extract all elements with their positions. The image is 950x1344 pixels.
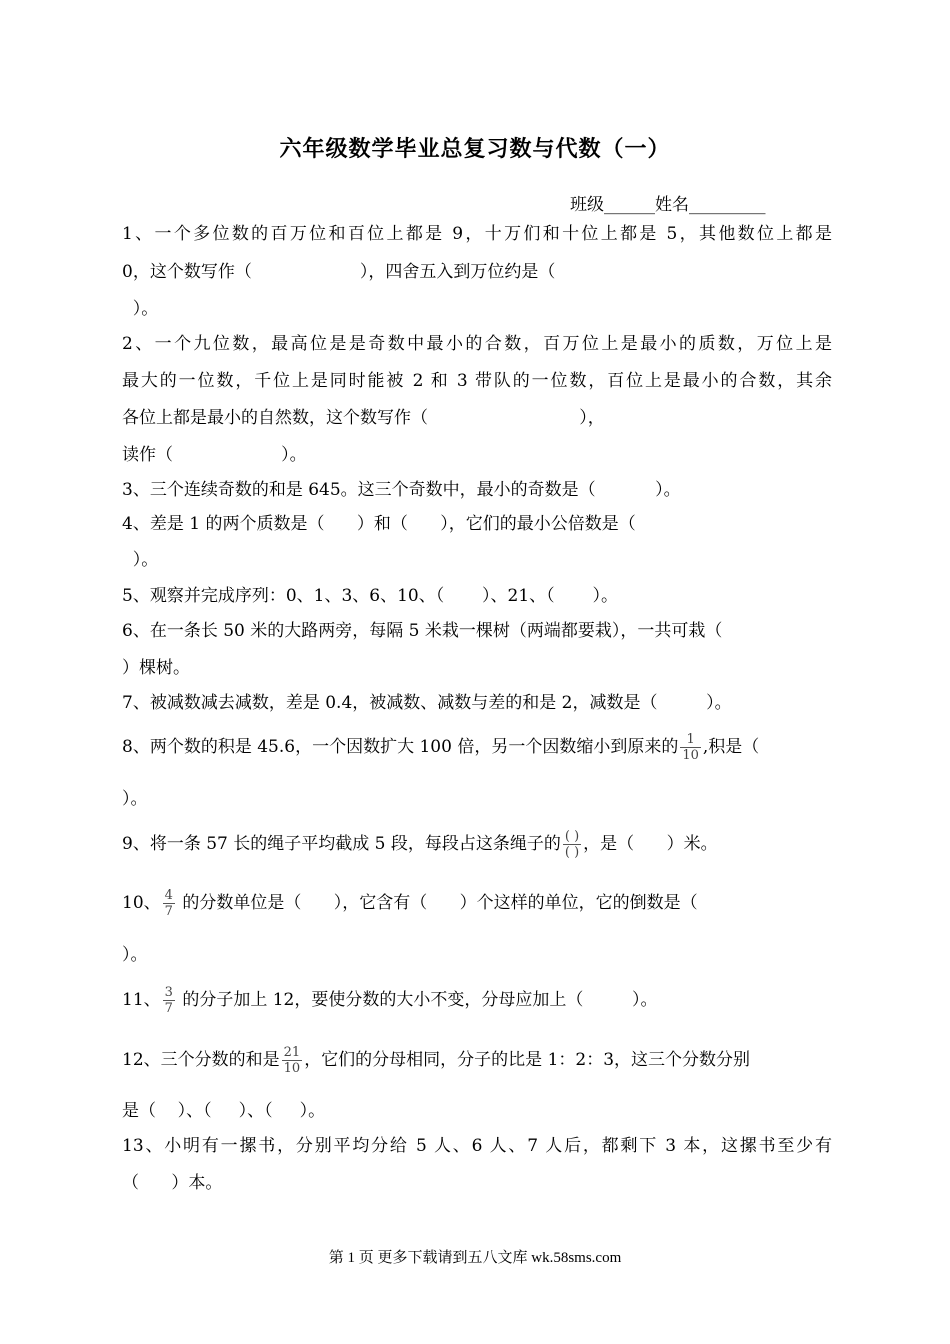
fraction-three-sevenths (163, 985, 175, 1016)
question-10-number: 10、 (122, 893, 161, 913)
fraction-denominator: ( ) (564, 845, 580, 860)
question-8-text-end: ,积是（ (702, 737, 760, 757)
question-11 (122, 980, 832, 1020)
fraction-twenty-one-tenths (282, 1045, 303, 1076)
question-2-line-4: 读作（ ）。 (122, 445, 307, 465)
fraction-denominator: 10 (682, 748, 699, 763)
question-12-text: 12、三个分数的和是 (122, 1050, 280, 1070)
question-12-line-2: 是（ ）、（ ）、（ ）。 (122, 1101, 326, 1121)
question-6-line-2: ）棵树。 (122, 658, 190, 678)
page-title: 六年级数学毕业总复习数与代数（一） (279, 137, 671, 162)
question-3: 3、三个连续奇数的和是 645。这三个奇数中，最小的奇数是（ ）。 (122, 480, 681, 500)
question-10-text: 的分数单位是（ ），它含有（ ）个这样的单位，它的倒数是（ (176, 893, 698, 913)
question-13-line-2: （ ）本。 (122, 1173, 223, 1193)
fraction-numerator: ( ) (564, 829, 580, 844)
question-1-line-3: ）。 (122, 299, 159, 319)
question-1-line-1: 1、一个多位数的百万位和百位上都是 9，十万们和十位上都是 5，其他数位上都是 (122, 224, 832, 244)
class-name-line: 班级______姓名_________ (570, 195, 766, 215)
question-2-line-2: 最大的一位数，千位上是同时能被 2 和 3 带队的一位数，百位上是最小的合数，其余 (122, 371, 832, 391)
question-7: 7、被减数减去减数，差是 0.4，被减数、减数与差的和是 2，减数是（ ）。 (122, 693, 732, 713)
fraction-one-tenth (680, 732, 701, 763)
fraction-numerator: 3 (164, 985, 173, 1000)
question-10-line-2: ）。 (122, 945, 148, 965)
question-8-line-1 (122, 727, 832, 767)
fraction-numerator: 4 (164, 888, 173, 903)
question-9-text-end: ，是（ ）米。 (583, 834, 718, 854)
question-8-text: 8、两个数的积是 45.6，一个因数扩大 100 倍，另一个因数缩小到原来的 (122, 737, 679, 757)
question-8-line-2: ）。 (122, 789, 148, 809)
question-10-line-1 (122, 883, 832, 923)
question-13-line-1: 13、小明有一摞书，分别平均分给 5 人、6 人、7 人后，都剩下 3 本，这摞书至少有 (122, 1136, 832, 1156)
question-12-text-end: ，它们的分母相同，分子的比是 1：2：3，这三个分数分别 (304, 1050, 751, 1070)
fraction-blank (563, 829, 581, 860)
question-1-line-2: 0，这个数写作（ ），四舍五入到万位约是（ (122, 262, 556, 282)
page-footer: 第 1 页 更多下载请到五八文库 wk.58sms.com (328, 1250, 622, 1266)
question-12-line-1 (122, 1040, 832, 1080)
fraction-four-sevenths (163, 888, 175, 919)
fraction-numerator: 1 (680, 732, 701, 748)
question-9 (122, 824, 832, 864)
question-11-text: 的分子加上 12，要使分数的大小不变，分母应加上（ ）。 (176, 990, 658, 1010)
fraction-denominator: 7 (164, 1001, 173, 1016)
question-2-line-1: 2、一个九位数，最高位是是奇数中最小的合数，百万位上是最小的质数，万位上是 (122, 334, 832, 354)
question-9-text: 9、将一条 57 长的绳子平均截成 5 段，每段占这条绳子的 (122, 834, 561, 854)
question-11-number: 11、 (122, 990, 161, 1010)
question-2-line-3: 各位上都是最小的自然数，这个数写作（ ）， (122, 408, 605, 428)
question-5: 5、观察并完成序列：0、1、3、6、10、（ ）、21、（ ）。 (122, 586, 618, 606)
fraction-numerator: 21 (283, 1045, 301, 1060)
fraction-denominator: 10 (283, 1061, 301, 1076)
question-4-line-2: ）。 (122, 550, 159, 570)
question-4-line-1: 4、差是 1 的两个质数是（ ）和（ ），它们的最小公倍数是（ (122, 514, 636, 534)
fraction-denominator: 7 (164, 904, 173, 919)
question-6-line-1: 6、在一条长 50 米的大路两旁，每隔 5 米栽一棵树（两端都要栽），一共可栽（ (122, 621, 723, 641)
